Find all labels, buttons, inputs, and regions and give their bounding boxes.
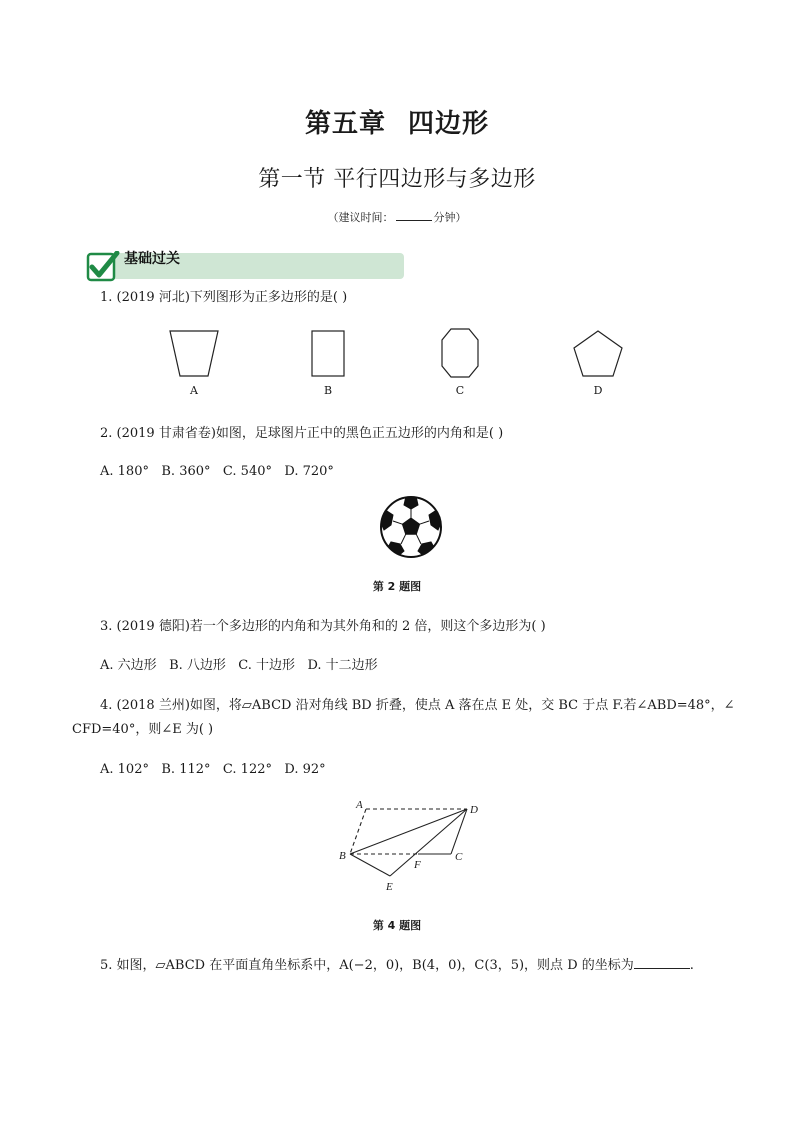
rectangle-shape [308, 328, 348, 380]
pentagon-shape [570, 328, 626, 380]
question-3-options [100, 656, 378, 676]
chapter-title [0, 103, 794, 140]
question-5 [100, 956, 694, 976]
answer-blank[interactable] [634, 956, 690, 969]
chapter-number: 第五章 [304, 109, 386, 139]
check-icon [86, 251, 120, 283]
option-c[interactable]: C. 十边形 [238, 658, 296, 673]
option-b[interactable]: B. 360° [161, 464, 211, 479]
figure-caption-2: 第 2 题图 [372, 580, 422, 593]
point-label-e: E [386, 881, 393, 893]
time-prefix: （建议时间： [327, 211, 394, 224]
question-5-text: 5. 如图，▱ABCD 在平面直角坐标系中，A(−2，0)，B(4，0)，C(3，5)，则点 D 的坐标为 [100, 958, 634, 973]
option-d[interactable]: D. 720° [284, 464, 334, 479]
shape-label-a: A [190, 384, 198, 397]
question-3: 3. (2019 德阳)若一个多边形的内角和为其外角和的 2 倍，则这个多边形为( ) [100, 619, 546, 634]
question-4-line-2: CFD=40°，则∠E 为( ) [72, 722, 214, 737]
banner-label: 基础过关 [124, 251, 180, 267]
point-label-d: D [470, 804, 478, 816]
parallelogram-fold-figure [330, 796, 490, 896]
suggested-time [0, 209, 794, 225]
point-label-c: C [455, 851, 463, 863]
option-c[interactable]: C. 122° [222, 762, 272, 777]
shape-label-b: B [323, 384, 333, 397]
time-blank[interactable] [396, 209, 432, 221]
option-d[interactable]: D. 十二边形 [307, 658, 378, 673]
question-2: 2. (2019 甘肃省卷)如图，足球图片正中的黑色正五边形的内角和是( ) [100, 426, 504, 441]
question-4-line-1: 4. (2018 兰州)如图，将▱ABCD 沿对角线 BD 折叠，使点 A 落在点 E 处，交 BC 于点 F.若∠ABD=48°，∠ [100, 698, 735, 713]
octagon-shape [438, 326, 482, 380]
time-suffix: 分钟） [433, 211, 467, 224]
question-1: 1. (2019 河北)下列图形为正多边形的是( ) [100, 290, 348, 305]
point-label-f: F [414, 859, 421, 871]
chapter-topic: 四边形 [408, 109, 490, 139]
option-b[interactable]: B. 八边形 [169, 658, 226, 673]
option-b[interactable]: B. 112° [161, 762, 211, 777]
shape-label-c: C [455, 384, 465, 397]
question-2-options [100, 462, 334, 482]
point-label-a: A [356, 799, 363, 811]
soccer-ball-image [378, 494, 444, 560]
point-label-b: B [339, 850, 346, 862]
option-a[interactable]: A. 180° [100, 464, 149, 479]
option-a[interactable]: A. 102° [100, 762, 149, 777]
option-c[interactable]: C. 540° [222, 464, 272, 479]
question-4-options [100, 760, 326, 780]
option-a[interactable]: A. 六边形 [100, 658, 157, 673]
question-5-end: . [689, 958, 694, 973]
section-title: 第一节 平行四边形与多边形 [258, 167, 536, 192]
figure-caption-4: 第 4 题图 [372, 919, 422, 932]
shape-label-d: D [593, 384, 603, 397]
trapezoid-shape [166, 328, 222, 380]
option-d[interactable]: D. 92° [284, 762, 326, 777]
